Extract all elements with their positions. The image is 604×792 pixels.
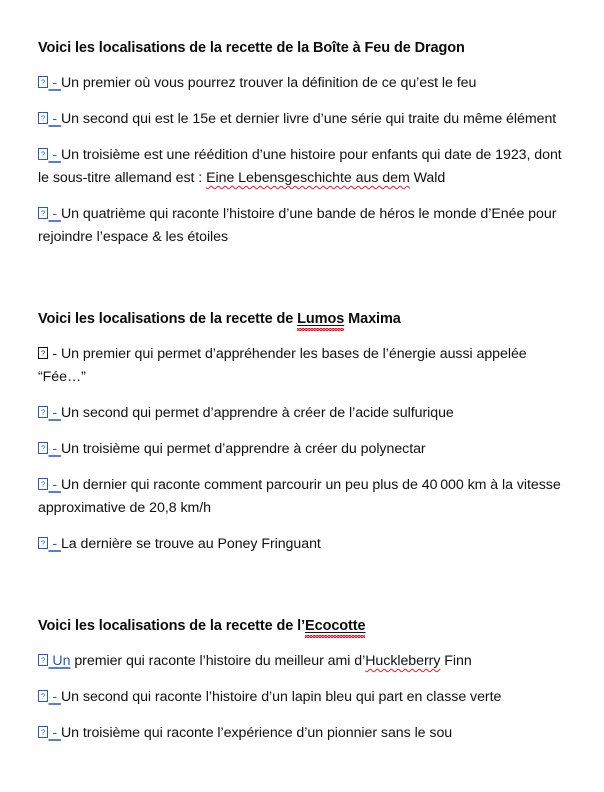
marker-dash: - xyxy=(48,147,61,163)
item-text: La dernière se trouve au Poney Fringuant xyxy=(60,536,321,552)
link-marker[interactable] xyxy=(38,725,61,741)
missing-glyph-icon xyxy=(38,76,48,89)
list-item xyxy=(38,650,568,673)
item-text: Un premier qui permet d’appréhender les bases de l’énergie aussi appelée “Fée…” xyxy=(38,346,527,385)
section-heading xyxy=(38,616,568,636)
item-text: Un dernier qui raconte comment parcourir un peu plus de 40 000 km à la vitesse approximative de 20,8 km/h xyxy=(38,477,561,516)
missing-glyph-icon xyxy=(38,654,48,667)
section-heading xyxy=(38,38,568,58)
item-text-tail: Finn xyxy=(440,653,472,669)
missing-glyph-icon xyxy=(38,726,48,739)
marker-dash: - xyxy=(48,725,61,741)
linked-word: Un xyxy=(52,653,71,669)
list-item xyxy=(38,474,568,520)
missing-glyph-icon xyxy=(38,442,48,455)
item-text: Un premier où vous pourrez trouver la définition de ce qu’est le feu xyxy=(60,75,477,91)
missing-glyph-icon xyxy=(38,207,48,220)
list-item xyxy=(38,438,568,461)
link-marker[interactable] xyxy=(38,477,61,493)
marker-dash: - xyxy=(48,111,61,127)
heading-text: Voici les localisations de la recette de l’ xyxy=(38,618,306,634)
spellcheck-flagged-text: Eine Lebensgeschichte aus dem xyxy=(206,170,410,186)
section-lumos-maxima xyxy=(38,309,568,556)
missing-glyph-icon xyxy=(38,148,48,161)
plain-marker xyxy=(38,346,61,362)
heading-text: Voici les localisations de la recette de la Boîte à Feu de Dragon xyxy=(38,40,465,56)
link-marker[interactable] xyxy=(38,536,61,552)
list-item xyxy=(38,402,568,425)
marker-dash: - xyxy=(48,441,61,457)
link-marker[interactable] xyxy=(38,689,61,705)
list-item xyxy=(38,144,568,190)
marker-dash: - xyxy=(48,536,61,552)
section-boite-a-feu-de-dragon xyxy=(38,38,568,249)
missing-glyph-icon xyxy=(38,406,48,419)
item-text: Un quatrième qui raconte l’histoire d’une bande de héros le monde d’Enée pour rejoindre l’espace & les étoiles xyxy=(38,206,557,245)
item-text: Un troisième est une réédition d’une histoire pour enfants qui date de 1923, dont le sous-titre allemand est : xyxy=(38,147,562,186)
heading-flagged-word: Lumos xyxy=(297,311,345,327)
missing-glyph-icon xyxy=(38,478,48,491)
link-marker[interactable] xyxy=(38,75,61,91)
missing-glyph-icon xyxy=(38,690,48,703)
section-spacer xyxy=(38,249,568,309)
missing-glyph-icon xyxy=(38,537,48,550)
marker-dash: - xyxy=(48,346,61,362)
list-item xyxy=(38,203,568,249)
marker-dash: - xyxy=(48,689,61,705)
link-marker[interactable] xyxy=(38,653,70,669)
section-ecocotte xyxy=(38,616,568,745)
link-marker[interactable] xyxy=(38,405,61,421)
item-text: Un troisième qui raconte l’expérience d’un pionnier sans le sou xyxy=(60,725,453,741)
marker-dash: - xyxy=(48,477,61,493)
item-text: Un troisième qui permet d’apprendre à créer du polynectar xyxy=(60,441,426,457)
missing-glyph-icon xyxy=(38,347,48,360)
list-item xyxy=(38,343,568,389)
item-text: premier qui raconte l’histoire du meilleur ami d’ xyxy=(70,653,366,669)
heading-text-tail: Maxima xyxy=(344,311,401,327)
marker-dash: - xyxy=(48,75,61,91)
spellcheck-flagged-text: Huckleberry xyxy=(365,653,441,669)
link-marker[interactable] xyxy=(38,111,61,127)
link-marker[interactable] xyxy=(38,441,61,457)
section-spacer xyxy=(38,556,568,616)
list-item xyxy=(38,108,568,131)
list-item xyxy=(38,72,568,95)
heading-text: Voici les localisations de la recette de xyxy=(38,311,298,327)
link-marker[interactable] xyxy=(38,147,61,163)
marker-dash: - xyxy=(48,405,61,421)
missing-glyph-icon xyxy=(38,112,48,125)
list-item xyxy=(38,722,568,745)
section-heading xyxy=(38,309,568,329)
item-text: Un second qui raconte l’histoire d’un lapin bleu qui part en classe verte xyxy=(60,689,502,705)
item-text: Un second qui permet d’apprendre à créer de l’acide sulfurique xyxy=(60,405,454,421)
item-text: Un second qui est le 15e et dernier livre d’une série qui traite du même élément xyxy=(60,111,557,127)
item-text-tail: Wald xyxy=(409,170,446,186)
marker-dash: - xyxy=(48,206,61,222)
heading-flagged-word: Ecocotte xyxy=(305,618,366,634)
list-item xyxy=(38,686,568,709)
list-item xyxy=(38,533,568,556)
link-marker[interactable] xyxy=(38,206,61,222)
